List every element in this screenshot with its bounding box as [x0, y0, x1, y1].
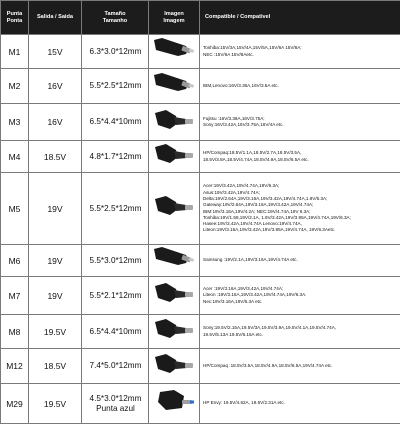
tamano-line: 5.5*2.5*12mm: [83, 204, 148, 214]
table-row: [1, 104, 400, 141]
cell-tamano: [82, 245, 149, 277]
compat-line: Acer :19V/3.16A,19V/3.42A,19V/4.74A;: [203, 286, 397, 292]
cell-compat: [200, 173, 400, 245]
compat-line: HP/Compaq:18.5V/1.1A,18.5V/2.7A,18.5V/3.5A,: [203, 150, 397, 156]
cell-image: [149, 277, 200, 315]
cell-compat: [200, 315, 400, 349]
table-row: [1, 277, 400, 315]
cell-punta: M12: [1, 349, 29, 384]
cell-image: [149, 349, 200, 384]
header-compat: Compatible / Compativel: [200, 1, 400, 35]
table-row: [1, 315, 400, 349]
compat-line: Acer:19V/3.42A,19V/4.74A,19V/6.3A;: [203, 183, 397, 189]
tamano-line: 5.5*2.5*12mm: [83, 81, 148, 91]
cell-tamano: [82, 384, 149, 424]
cell-punta: M4: [1, 141, 29, 173]
cell-tamano: [82, 35, 149, 69]
cell-tamano: [82, 349, 149, 384]
tamano-line: 4.5*3.0*12mm: [83, 394, 148, 404]
tamano-line: 5.5*3.0*12mm: [83, 256, 148, 266]
cell-salida: 19V: [29, 277, 82, 315]
compat-line: Asus:19V/3.42A,19V/4.74A;: [203, 190, 397, 196]
straight-barrel-connector-icon: [152, 245, 196, 276]
angled-barrel-connector-icon: [152, 141, 196, 172]
compat-line: Liteon:19V/3.16A,19V/3.42A,19V/3.95A,19V/4.74A, 19V/6.3Aetc.: [203, 227, 397, 233]
cell-compat: [200, 349, 400, 384]
compat-line: Toshiba:15V/3A,15V/4A,15V/5A,15V/6A 15V/8A;: [203, 45, 397, 51]
angled-barrel-connector-icon: [152, 316, 196, 347]
cell-salida: 18.5V: [29, 349, 82, 384]
compat-line: Nec:19V/3.16A,19V/6.3A etc.: [203, 299, 397, 305]
header-tamano-line2: Tamanho: [103, 18, 127, 24]
angled-barrel-connector-icon: [152, 351, 196, 382]
cell-salida: 18.5V: [29, 141, 82, 173]
header-punta-line1: Punta: [7, 11, 23, 17]
cell-punta: M7: [1, 277, 29, 315]
cell-image: [149, 173, 200, 245]
compat-line: NEC :15V/6A 15V/8Aetc.: [203, 52, 397, 58]
cell-tamano: [82, 69, 149, 104]
cell-salida: 16V: [29, 104, 82, 141]
cell-salida: 19V: [29, 245, 82, 277]
angled-barrel-connector-icon: [152, 193, 196, 224]
header-tamano: [82, 1, 149, 35]
header-imagen: [149, 1, 200, 35]
table-body: [1, 35, 400, 424]
cell-image: [149, 104, 200, 141]
compat-line: HP/Compaq :18.5V/3.5A,18.5V/4.9A,18.5V/6.5A,19V/4.74A etc.: [203, 363, 397, 369]
cell-compat: [200, 384, 400, 424]
compat-line: Liteon :19V/3.16A,19V/3.42A,19V/4.74A,19V/6.3A.: [203, 292, 397, 298]
cell-tamano: [82, 173, 149, 245]
cell-punta: M29: [1, 384, 29, 424]
tamano-line: 7.4*5.0*12mm: [83, 361, 148, 371]
compat-line: IBM:19V/3.16A,19V/4.2A; NEC:19V/4.74A,19V 6.3A;: [203, 209, 397, 215]
cell-salida: 19.5V: [29, 384, 82, 424]
cell-image: [149, 384, 200, 424]
cell-image: [149, 245, 200, 277]
tamano-line: 4.8*1.7*12mm: [83, 152, 148, 162]
tamano-line: 6.5*4.4*10mm: [83, 117, 148, 127]
compat-line: Hasee:19V/3.42A,19V/4.74A Lenovo:19V/4.74A,: [203, 221, 397, 227]
header-punta-line2: Ponta: [7, 18, 23, 24]
cell-salida: 16V: [29, 69, 82, 104]
cell-salida: 19.5V: [29, 315, 82, 349]
cell-punta: M1: [1, 35, 29, 69]
cell-image: [149, 141, 200, 173]
cell-image: [149, 315, 200, 349]
table-row: [1, 173, 400, 245]
cell-compat: [200, 35, 400, 69]
cell-punta: M6: [1, 245, 29, 277]
header-imagen-line1: Imagen: [164, 11, 184, 17]
header-punta: [1, 1, 29, 35]
header-tamano-line1: Tamaño: [104, 11, 125, 17]
cell-salida: 19V: [29, 173, 82, 245]
compat-line: Gateway:19V/2.64A,19V/3.16A,19V/3.42A,19V/4.74A;: [203, 202, 397, 208]
cell-image: [149, 35, 200, 69]
compat-line: IBM,Lenovo:16V/3.36A,16V/3.5A etc.: [203, 83, 397, 89]
cell-punta: M2: [1, 69, 29, 104]
cell-compat: [200, 277, 400, 315]
compat-line: Toshiba:19V/1.58,19V/2.1A, 1.9V/3.42A,19V/3.95A,19V/4.74A,19V/6.3A;: [203, 215, 397, 221]
cell-compat: [200, 141, 400, 173]
table-row: [1, 69, 400, 104]
straight-barrel-connector-icon: [152, 36, 196, 67]
header-imagen-line2: Imagem: [163, 18, 184, 24]
compat-line: Fujitsu :16V/3.36A,16V/3.75A;: [203, 116, 397, 122]
cell-compat: [200, 245, 400, 277]
cell-punta: M3: [1, 104, 29, 141]
cell-tamano: [82, 104, 149, 141]
compat-line: Delta:19V/2.64A,19V/3.16A,19V/3.42A,19V/4.74A,1.9V/6.3A;: [203, 196, 397, 202]
cell-tamano: [82, 315, 149, 349]
compat-line: Sony:16V/3.42A,16V/3.75A,16V/4A etc.: [203, 122, 397, 128]
table-row: [1, 35, 400, 69]
compat-line: Sony:19.5V/2.15A,19.5V/3A,19.5V/3.9A,19.5V/4.1A,19.5V/4.74A,: [203, 325, 397, 331]
tamano-line: 6.3*3.0*12mm: [83, 47, 148, 57]
table-row: [1, 349, 400, 384]
cell-punta: M5: [1, 173, 29, 245]
compat-line: 18.5V/3.8A,18.5V/4.74A,18.5V/4.9A,18.5V/6.5A etc.: [203, 157, 397, 163]
header-row: [1, 1, 400, 35]
compat-line: Samsung :19V/2.1A,19V/3.16A,19V/4.74A etc.: [203, 257, 397, 263]
cell-tamano: [82, 277, 149, 315]
table-row: [1, 245, 400, 277]
header-salida: Salida / Saida: [29, 1, 82, 35]
table-row: [1, 141, 400, 173]
tamano-line: Punta azul: [83, 404, 148, 414]
cell-compat: [200, 104, 400, 141]
cell-compat: [200, 69, 400, 104]
table-row: [1, 384, 400, 424]
cell-salida: 15V: [29, 35, 82, 69]
tamano-line: 6.5*4.4*10mm: [83, 327, 148, 337]
cell-punta: M8: [1, 315, 29, 349]
straight-barrel-connector-icon: [152, 71, 196, 102]
cell-image: [149, 69, 200, 104]
blue-pin-connector-icon: [152, 388, 196, 419]
compat-line: HP Envy: 19.5V/4.62A, 19.5V/2.31A etc.: [203, 400, 397, 406]
angled-barrel-connector-icon: [152, 107, 196, 138]
cell-tamano: [82, 141, 149, 173]
tamano-line: 5.5*2.1*12mm: [83, 291, 148, 301]
compat-line: 19.5V/5.13A 19.5V/6.15A etc.: [203, 332, 397, 338]
angled-barrel-connector-icon: [152, 280, 196, 311]
